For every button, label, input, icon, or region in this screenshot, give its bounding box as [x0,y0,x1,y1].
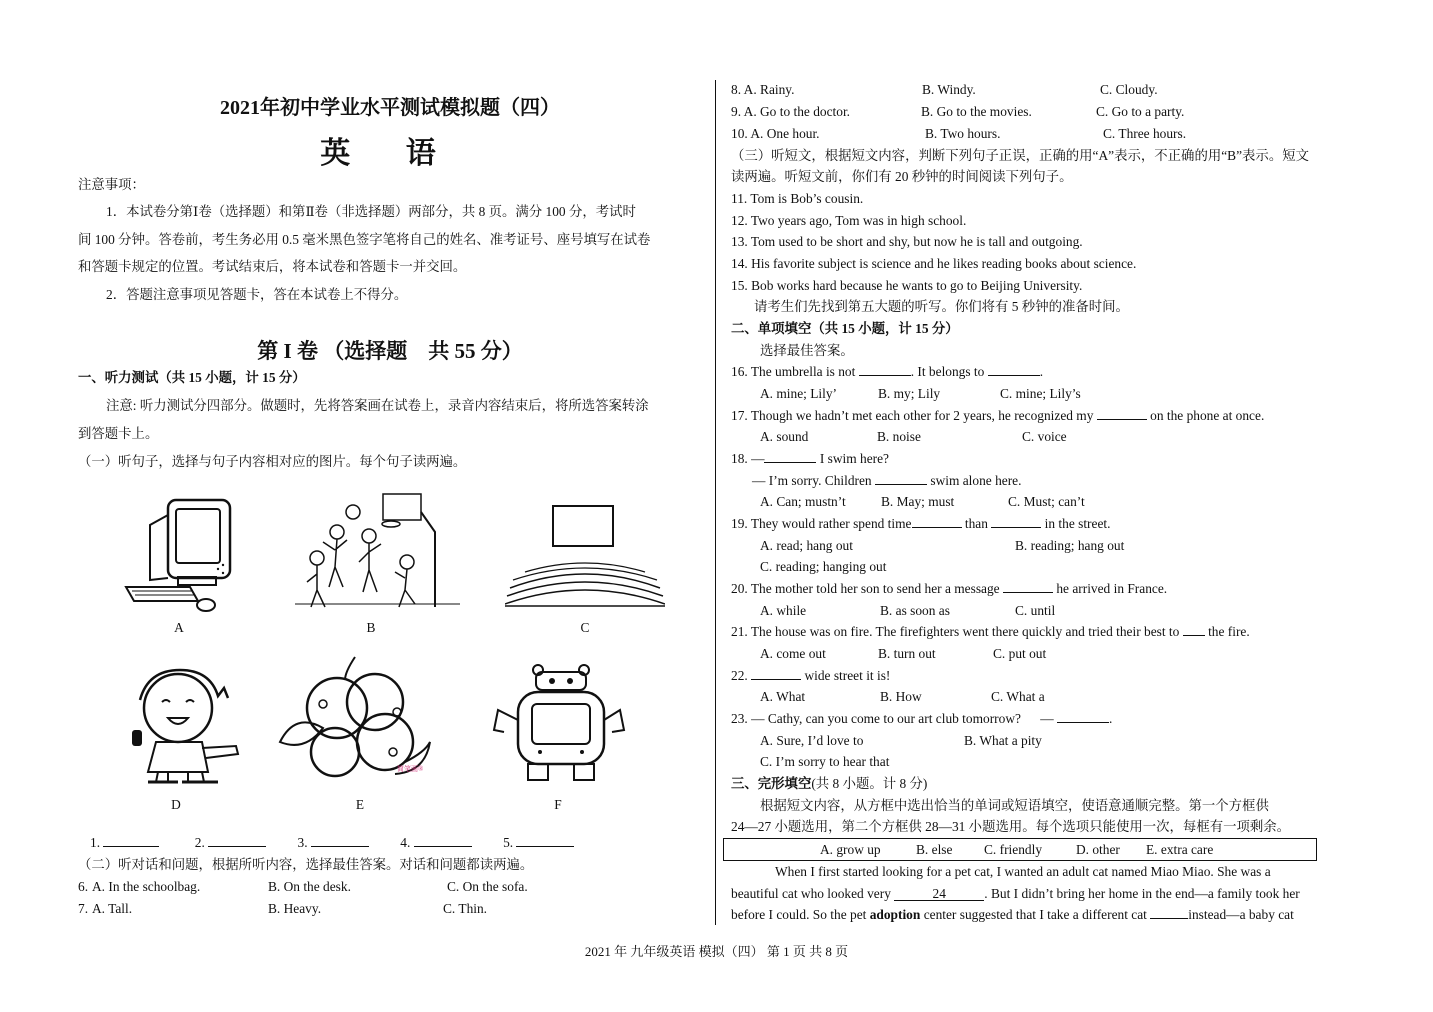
question-19-text-a: 19. They would rather spend time [731,516,912,531]
question-7-num: 7. [78,901,89,916]
part-2-heading: 二、单项填空（共 15 小题，计 15 分） [731,321,959,336]
notes-item-1-line-3: 和答题卡规定的位置。考试结束后，将本试卷和答题卡一并交回。 [78,259,467,274]
notes-item-1-line-2: 间 100 分钟。答卷前，考生务必用 0.5 毫米黑色签字笔将自己的姓名、准考证号、座号填写在试卷 [78,232,651,247]
singing-girl-picture [118,662,248,787]
subject-title: 英 语 [320,137,460,170]
robot-picture [488,660,628,790]
word-box-option-d: D. other [1076,842,1120,857]
part-3-heading-bold: 三、完形填空 [731,776,812,791]
question-11: 11. Tom is Bob’s cousin. [731,191,864,206]
part-3-heading [731,774,927,794]
question-18-text-c: — I’m sorry. Children [752,473,872,488]
question-22-option-b[interactable]: B. How [880,689,922,704]
question-19-option-a[interactable]: A. read; hang out [760,538,853,553]
answer-blank-5[interactable] [516,834,574,847]
listening-note-line-1: 注意: 听力测试分四部分。做题时，先将答案画在试卷上，录音内容结束后，将所选答案转涂 [106,398,649,413]
question-9-option-c[interactable]: C. Go to a party. [1096,104,1185,119]
passage-line-2-text-a: beautiful cat who looked very [731,886,891,901]
passage-blank-24[interactable] [894,884,984,901]
word-box [723,838,1317,861]
question-6-num: 6. [78,879,89,894]
question-17-text-b: on the phone at once. [1150,408,1265,423]
question-23-blank[interactable] [1057,710,1109,723]
passage-line-3-text-a: before I could. So the pet [731,907,867,922]
question-22-text-b: wide street it is! [804,668,891,683]
question-21 [731,622,1250,642]
notes-heading: 注意事项： [78,177,145,192]
question-9-option-a[interactable]: 9. A. Go to the doctor. [731,104,851,119]
question-20 [731,579,1167,599]
question-18-text-a: 18. — [731,451,765,466]
passage-blank-25[interactable] [1150,906,1188,919]
question-16-blank-1[interactable] [859,363,911,376]
question-16-option-b[interactable]: B. my; Lily [878,386,941,401]
question-17 [731,406,1264,426]
question-23-text-a: 23. — Cathy, can you come to our art club tomorrow? [731,711,1021,726]
question-21-blank[interactable] [1183,623,1205,636]
notes-item-1-line-1: 1．本试卷分第Ⅰ卷（选择题）和第Ⅱ卷（非选择题）两部分，共 8 页。满分 100 分，考试时 [106,204,636,219]
question-16-option-c[interactable]: C. mine; Lily’s [1000,386,1081,401]
question-22-text-a: 22. [731,668,748,683]
question-15: 15. Bob works hard because he wants to go to Beijing University. [731,278,1083,293]
listening-note-line-2: 到答题卡上。 [78,426,159,441]
question-18-option-c[interactable]: C. Must; can’t [1008,494,1085,509]
question-15-note: 请考生们先找到第五大题的听写。你们将有 5 秒钟的准备时间。 [754,299,1129,314]
word-box-option-b: B. else [916,842,953,857]
question-18 [731,449,889,469]
question-17-text-a: 17. Though we hadn’t met each other for 2 years, he recognized my [731,408,1094,423]
question-17-blank[interactable] [1097,407,1147,420]
question-7-option-c[interactable]: C. Thin. [443,901,488,916]
question-18-reply [752,471,1021,491]
question-9-option-b[interactable]: B. Go to the movies. [921,104,1032,119]
question-23-text-c: . [1109,711,1113,726]
question-13: 13. Tom used to be short and shy, but now he is tall and outgoing. [731,234,1083,249]
part-3-heading-rest: (共 8 小题。计 8 分) [811,776,928,791]
question-23-option-b[interactable]: B. What a pity [964,733,1042,748]
question-8-option-c[interactable]: C. Cloudy. [1100,82,1158,97]
question-21-option-a[interactable]: A. come out [760,646,826,661]
question-19-blank-1[interactable] [912,515,962,528]
notes-item-2: 2．答题注意事项见答题卡，答在本试卷上不得分。 [106,287,408,302]
question-18-text-d: swim alone here. [930,473,1022,488]
basketball-picture [295,492,460,612]
question-20-option-a[interactable]: A. while [760,603,807,618]
question-20-option-c[interactable]: C. until [1015,603,1056,618]
answer-blank-4-label: 4. [400,835,411,850]
passage-line-3-text-c: instead—a baby cat [1188,907,1294,922]
picture-watermark: 简笔画® [397,765,424,773]
question-18-blank-1[interactable] [764,450,816,463]
answer-blank-1[interactable] [103,834,159,847]
question-16-text-a: 16. The umbrella is not [731,364,856,379]
word-box-option-e: E. extra care [1146,842,1214,857]
passage-blank-24-number: 24 [932,886,946,901]
section-3-heading-line-2: 读两遍。听短文前，你们有 20 秒钟的时间阅读下列句子。 [731,169,1073,184]
question-7-option-b[interactable]: B. Heavy. [268,901,322,916]
question-20-blank[interactable] [1003,580,1053,593]
question-10-option-a[interactable]: 10. A. One hour. [731,126,820,141]
question-16-blank-2[interactable] [988,363,1040,376]
section-2-heading: （二）听对话和问题，根据所听内容，选择最佳答案。对话和问题都读两遍。 [78,857,534,872]
question-7-option-a[interactable]: A. Tall. [92,901,133,916]
question-6-option-b[interactable]: B. On the desk. [268,879,351,894]
cinema-picture [505,500,665,610]
question-18-blank-2[interactable] [875,472,927,485]
question-17-option-a[interactable]: A. sound [760,429,809,444]
passage-line-3 [731,905,1294,925]
question-23 [731,709,1112,729]
question-18-option-b[interactable]: B. May; must [881,494,955,509]
page-footer: 2021 年 九年级英语 模拟（四） 第 1 页 共 8 页 [584,944,849,959]
word-box-option-c: C. friendly [984,842,1043,857]
passage-line-2 [731,884,1300,904]
answer-blank-1-label: 1. [90,835,101,850]
picture-label-b: B [366,620,376,635]
question-21-option-c[interactable]: C. put out [993,646,1047,661]
picture-label-c: C [580,620,590,635]
section-1-heading: （一）听句子，选择与句子内容相对应的图片。每个句子读两遍。 [78,454,467,469]
picture-label-a: A [174,620,184,635]
question-18-text-b: I swim here? [819,451,890,466]
answer-blank-2[interactable] [208,834,266,847]
answer-blank-3-label: 3. [297,835,308,850]
question-22-blank[interactable] [751,667,801,680]
exam-title: 2021年初中学业水平测试模拟题（四） [220,97,560,119]
answer-blank-3[interactable] [311,834,369,847]
question-20-text-b: he arrived in France. [1056,581,1168,596]
question-6-option-a[interactable]: A. In the schoolbag. [92,879,201,894]
question-18-option-a[interactable]: A. Can; mustn’t [760,494,846,509]
question-22-option-c[interactable]: C. What a [991,689,1045,704]
question-16 [731,362,1043,382]
section-3-heading-line-1: （三）听短文，根据短文内容，判断下列句子正误，正确的用“A”表示，不正确的用“B”表示。短文 [731,148,1309,163]
question-23-option-c[interactable]: C. I’m sorry to hear that [760,754,890,769]
question-16-option-a[interactable]: A. mine; Lily’ [760,386,837,401]
question-19-text-c: in the street. [1044,516,1111,531]
answer-blank-2-label: 2. [194,835,205,850]
column-divider [715,80,716,925]
question-8-option-b[interactable]: B. Windy. [922,82,976,97]
question-21-text-b: the fire. [1208,624,1250,639]
question-22 [731,666,890,686]
question-12: 12. Two years ago, Tom was in high school. [731,213,967,228]
answer-blank-4[interactable] [414,834,472,847]
passage-line-3-text-b: center suggested that I take a different cat [923,907,1147,922]
question-19-blank-2[interactable] [991,515,1041,528]
question-21-option-b[interactable]: B. turn out [878,646,936,661]
answer-blanks-row [90,833,574,853]
question-19-text-b: than [964,516,988,531]
picture-label-f: F [554,797,562,812]
question-22-option-a[interactable]: A. What [760,689,806,704]
question-16-text-c: . [1039,364,1044,379]
part-3-instruction-line-2: 24—27 小题选用，第二个方框供 28—31 小题选用。每个选项只能使用一次，每框有一项剩余。 [731,819,1291,834]
passage-line-1: When I first started looking for a pet cat, I wanted an adult cat named Miao Miao. She was a [775,864,1271,879]
question-8-option-a[interactable]: 8. A. Rainy. [731,82,795,97]
word-box-option-a: A. grow up [820,842,881,857]
question-17-option-b[interactable]: B. noise [877,429,921,444]
question-19-option-c[interactable]: C. reading; hanging out [760,559,887,574]
question-23-text-b: — [1040,711,1054,726]
passage-keyword-adoption: adoption [869,907,921,922]
question-20-text-a: 20. The mother told her son to send her a message [731,581,1000,596]
picture-label-e: E [355,797,365,812]
question-6-option-c[interactable]: C. On the sofa. [447,879,528,894]
part-3-instruction-line-1: 根据短文内容，从方框中选出恰当的单词或短语填空，使语意通顺完整。第一个方框供 [760,798,1269,813]
question-10-option-c[interactable]: C. Three hours. [1103,126,1187,141]
question-17-option-c[interactable]: C. voice [1022,429,1067,444]
question-19-option-b[interactable]: B. reading; hang out [1015,538,1125,553]
picture-label-d: D [171,797,181,812]
computer-picture [120,495,240,615]
question-16-text-b: . It belongs to [910,364,985,379]
question-21-text-a: 21. The house was on fire. The firefighters went there quickly and tried their best to [731,624,1180,639]
question-14: 14. His favorite subject is science and he likes reading books about science. [731,256,1137,271]
listening-heading: 一、听力测试（共 15 小题，计 15 分） [78,370,306,385]
passage-line-2-text-b: . But I didn’t bring her home in the end—a family took her [984,886,1300,901]
part-1-title: 第 I 卷 （选择题 共 55 分） [257,339,523,363]
part-2-note: 选择最佳答案。 [760,343,854,358]
question-10-option-b[interactable]: B. Two hours. [925,126,1001,141]
answer-blank-5-label: 5. [503,835,514,850]
question-20-option-b[interactable]: B. as soon as [880,603,950,618]
question-19 [731,514,1110,534]
question-23-option-a[interactable]: A. Sure, I’d love to [760,733,864,748]
